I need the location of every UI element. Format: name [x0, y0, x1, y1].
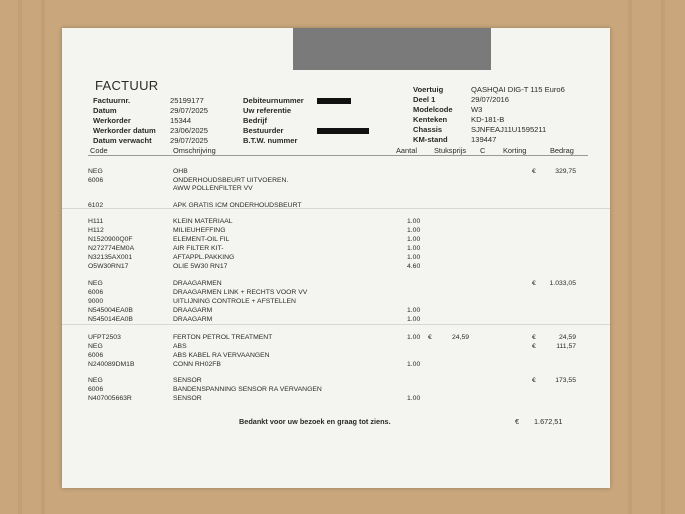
label-driver: Bestuurder — [243, 126, 284, 135]
label-km-reading: KM-stand — [413, 135, 448, 144]
line-desc: APK GRATIS ICM ONDERHOUDSBEURT — [173, 202, 302, 209]
line-code: H111 — [88, 218, 104, 225]
line-code: 6102 — [88, 202, 104, 209]
label-work-order-date: Werkorder datum — [93, 126, 156, 135]
line-qty: 4.60 — [407, 263, 421, 270]
line-eur: € — [532, 168, 536, 175]
value-expected-date: 29/07/2025 — [170, 136, 209, 145]
line-eur: € — [532, 377, 536, 384]
line-desc: AWW POLLENFILTER VV — [173, 185, 253, 192]
thank-you-message: Bedankt voor uw bezoek en graag tot ziens. — [239, 417, 391, 426]
line-desc: SENSOR — [173, 395, 202, 402]
redacted-debtor-number — [317, 98, 351, 104]
line-qty: 1.00 — [407, 236, 421, 243]
line-qty: 1.00 — [407, 395, 421, 402]
redacted-logo-area — [293, 28, 491, 70]
line-qty: 1.00 — [407, 307, 421, 314]
paper-fold — [62, 208, 610, 209]
col-header-quantity: Aantal — [396, 146, 417, 155]
line-code: 6006 — [88, 352, 104, 359]
col-header-discount: Korting — [503, 146, 527, 155]
line-desc: DRAAGARM — [173, 316, 213, 323]
label-part1: Deel 1 — [413, 95, 436, 104]
line-code: 6006 — [88, 177, 104, 184]
line-desc: CONN RH02FB — [173, 361, 221, 368]
line-desc: ABS — [173, 343, 187, 350]
line-qty: 1.00 — [407, 316, 421, 323]
line-desc: AFTAPPL.PAKKING — [173, 254, 235, 261]
line-code: N545014EA0B — [88, 316, 133, 323]
label-expected-date: Datum verwacht — [93, 136, 152, 145]
label-license-plate: Kenteken — [413, 115, 448, 124]
invoice-paper — [62, 28, 610, 488]
value-license-plate: KD-181-B — [471, 115, 505, 124]
invoice-title: FACTUUR — [95, 78, 159, 93]
label-chassis: Chassis — [413, 125, 443, 134]
line-amount: 329,75 — [555, 168, 576, 175]
value-vehicle: QASHQAI DIG-T 115 Euro6 — [471, 85, 565, 94]
line-desc: OHB — [173, 168, 188, 175]
line-code: N1520900Q0F — [88, 236, 133, 243]
line-code: NEG — [88, 343, 103, 350]
invoice-mid-labels — [243, 96, 304, 146]
line-desc: ELEMENT-OIL FIL — [173, 236, 230, 243]
line-desc: DRAAGARMEN — [173, 280, 222, 287]
line-code: N240089DM1B — [88, 361, 135, 368]
label-debtor-number: Debiteurnummer — [243, 96, 304, 105]
line-qty: 1.00 — [407, 218, 421, 225]
vehicle-values — [471, 85, 565, 145]
line-code: N272774EM0A — [88, 245, 135, 252]
redacted-driver-name — [317, 128, 369, 134]
line-qty: 1.00 — [407, 245, 421, 252]
label-work-order: Werkorder — [93, 116, 131, 125]
line-desc: UITLIJNING CONTROLE + AFSTELLEN — [173, 298, 296, 305]
header-rule — [88, 155, 588, 156]
value-work-order-date: 23/06/2025 — [170, 126, 209, 135]
label-vat-number: B.T.W. nummer — [243, 136, 298, 145]
line-code: H112 — [88, 227, 104, 234]
line-desc: MILIEUHEFFING — [173, 227, 226, 234]
line-desc: ABS KABEL RA VERVAANGEN — [173, 352, 270, 359]
line-amount: 111,57 — [556, 343, 576, 350]
line-code: NEG — [88, 377, 103, 384]
line-qty: 1.00 — [407, 334, 421, 341]
label-company: Bedrijf — [243, 116, 268, 125]
label-vehicle: Voertuig — [413, 85, 444, 94]
col-header-code: Code — [90, 146, 108, 155]
invoice-mid-values — [317, 96, 369, 146]
line-desc: KLEIN MATERIAAL — [173, 218, 233, 225]
label-invoice-number: Factuurnr. — [93, 96, 131, 105]
line-desc: BANDENSPANNING SENSOR RA VERVANGEN — [173, 386, 322, 393]
line-desc: ONDERHOUDSBEURT UITVOEREN. — [173, 177, 289, 184]
col-header-c: C — [480, 146, 486, 155]
value-part1: 29/07/2016 — [471, 95, 510, 104]
col-header-amount: Bedrag — [550, 146, 574, 155]
value-invoice-number: 25199177 — [170, 96, 204, 105]
total-currency: € — [515, 417, 520, 426]
line-code: N545004EA0B — [88, 307, 133, 314]
line-amount: 1.033,05 — [549, 280, 576, 287]
line-code: UFPT2503 — [88, 334, 121, 341]
line-amount: 24,59 — [558, 334, 576, 341]
line-qty: 1.00 — [407, 227, 421, 234]
line-qty: 1.00 — [407, 361, 421, 368]
invoice-left-labels — [93, 96, 156, 146]
line-amount: 173,55 — [555, 377, 576, 384]
value-km-reading: 139447 — [471, 135, 497, 144]
col-header-unit-price: Stuksprijs — [434, 146, 467, 155]
line-desc: OLIE 5W30 RN17 — [173, 263, 228, 270]
value-date: 29/07/2025 — [170, 106, 209, 115]
line-price: 24,59 — [452, 334, 470, 341]
line-desc: SENSOR — [173, 377, 202, 384]
line-code: 6006 — [88, 289, 104, 296]
paper-fold — [62, 324, 610, 325]
vehicle-labels — [413, 85, 453, 145]
line-code: N407005663R — [88, 395, 132, 402]
line-code: 9000 — [88, 298, 104, 305]
line-code: NEG — [88, 280, 103, 287]
line-eur: € — [532, 334, 536, 341]
line-peur: € — [428, 334, 432, 341]
line-desc: DRAAGARMEN LINK + RECHTS VOOR VV — [173, 289, 308, 296]
line-qty: 1.00 — [407, 254, 421, 261]
label-date: Datum — [93, 106, 117, 115]
label-your-reference: Uw referentie — [243, 106, 292, 115]
line-code: N32135AX001 — [88, 254, 133, 261]
col-header-description: Omschrijving — [173, 146, 216, 155]
value-model-code: W3 — [471, 105, 483, 114]
value-work-order: 15344 — [170, 116, 192, 125]
line-eur: € — [532, 280, 536, 287]
invoice-left-values — [170, 96, 208, 146]
line-code: O5W30RN17 — [88, 263, 129, 270]
line-desc: FERTON PETROL TREATMENT — [173, 334, 273, 341]
line-code: 6006 — [88, 386, 104, 393]
line-eur: € — [532, 343, 536, 350]
total-amount: 1.672,51 — [534, 417, 563, 426]
line-code: NEG — [88, 168, 103, 175]
label-model-code: Modelcode — [413, 105, 453, 114]
line-desc: DRAAGARM — [173, 307, 213, 314]
value-chassis: SJNFEAJ11U1595211 — [471, 125, 547, 134]
line-desc: AIR FILTER KIT- — [173, 245, 224, 252]
